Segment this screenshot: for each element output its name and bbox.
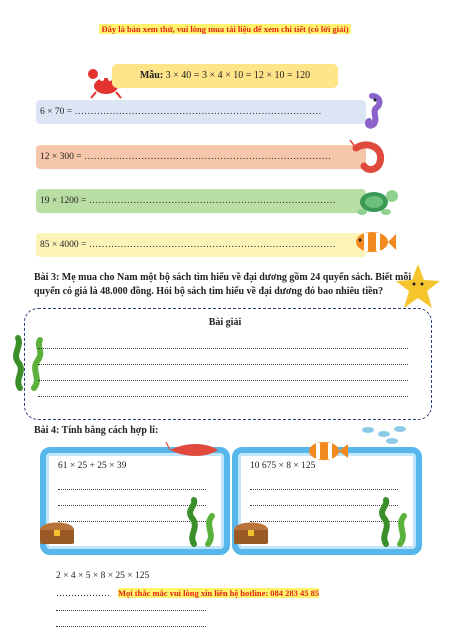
answer-line[interactable] — [250, 521, 398, 522]
fish-school-icon — [358, 424, 414, 446]
turtle-icon — [354, 186, 402, 218]
seahorse-icon — [360, 94, 384, 130]
solution-title: Bài giải — [208, 317, 242, 328]
shrimp-icon — [166, 440, 222, 460]
problem4-title: Bài 4: Tính bằng cách hợp lí: — [34, 425, 159, 436]
preview-notice — [0, 24, 450, 34]
answer-line[interactable] — [58, 521, 206, 522]
answer-line[interactable] — [38, 396, 408, 397]
expression-text: 10 675 × 8 × 125 — [250, 461, 316, 471]
hotline-text: Mọi thắc mắc vui lòng xin liên hệ hotline: 084 283 45 85 — [118, 588, 320, 598]
exercise-row: 85 × 4000 = …………………………………………………………………… — [36, 233, 366, 257]
sample-text: 3 × 40 = 3 × 4 × 10 = 12 × 10 = 120 — [165, 70, 311, 81]
expression-text: 2 × 4 × 5 × 8 × 25 × 125 — [56, 571, 150, 581]
hotline-notice — [118, 588, 319, 598]
exercise-row: 6 × 70 = …………………………………………………………………… — [36, 100, 366, 124]
treasure-chest-icon — [232, 518, 270, 546]
answer-line[interactable] — [58, 489, 206, 490]
answer-line[interactable] — [38, 380, 408, 381]
exercise-row: 19 × 1200 = …………………………………………………………………… — [36, 189, 366, 213]
seaweed-icon — [186, 500, 220, 544]
expression-text: 61 × 25 + 25 × 39 — [58, 461, 127, 471]
starfish-icon — [396, 264, 440, 308]
answer-line[interactable] — [250, 505, 398, 506]
exercise-row: 12 × 300 = …………………………………………………………………… — [36, 145, 366, 169]
treasure-chest-icon — [38, 518, 76, 546]
answer-line[interactable] — [58, 505, 206, 506]
shrimp-icon — [350, 140, 388, 174]
clownfish-icon — [352, 229, 396, 255]
answer-line[interactable] — [38, 364, 408, 365]
answer-line[interactable] — [250, 489, 398, 490]
preview-notice-text: Đây là bản xem thử, vui lòng mua tài liệu để xem chi tiết (có lời giải) — [101, 24, 349, 34]
seaweed-icon — [378, 500, 412, 544]
answer-line[interactable] — [38, 348, 408, 349]
sample-label: Mẫu: — [139, 70, 164, 81]
sample-box — [112, 64, 338, 88]
answer-line[interactable] — [56, 610, 206, 611]
clownfish-icon — [306, 440, 348, 462]
answer-dots[interactable]: ……………… — [56, 588, 110, 598]
problem3-text: Bài 3: Mẹ mua cho Nam một bộ sách tìm hiểu về đại dương gồm 24 quyển sách. Biết mỗi quyển có giá là 48.000 đồng. Hỏi bộ sách tìm hiểu về đại dương đó bao nhiêu tiền? — [34, 272, 412, 297]
answer-line[interactable] — [56, 626, 206, 627]
